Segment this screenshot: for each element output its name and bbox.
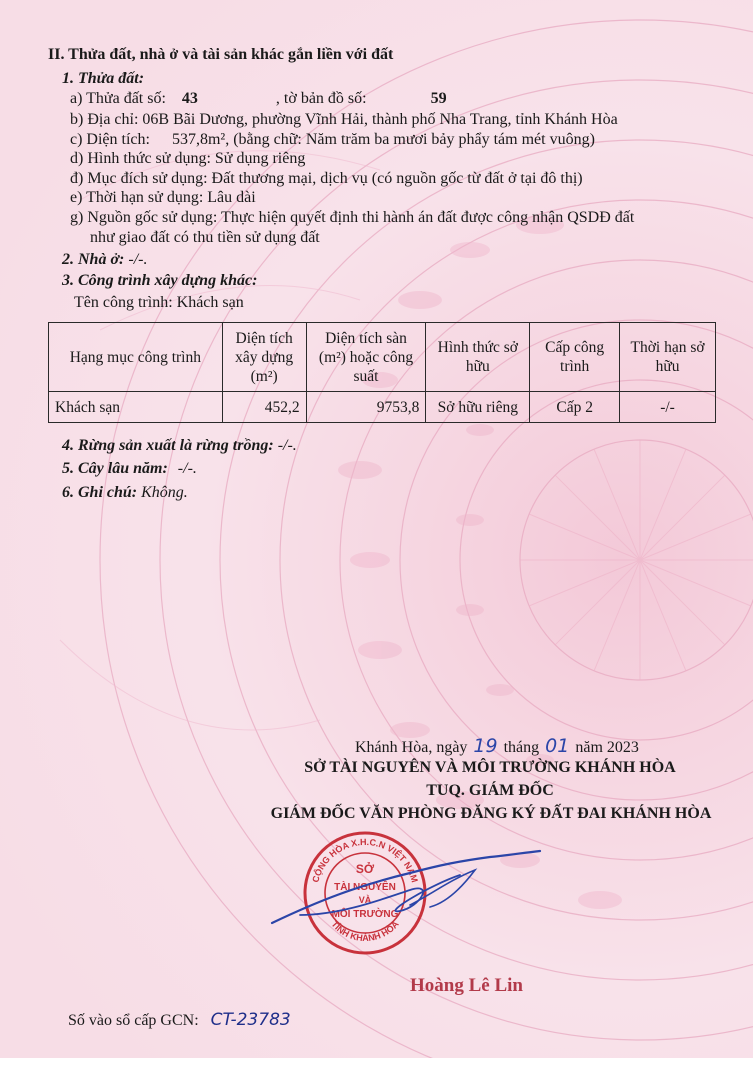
note-value: Không. <box>141 484 188 501</box>
usage-origin-line-2: như giao đất có thu tiền sử dụng đất <box>90 229 320 246</box>
other-works-heading: 3. Công trình xây dựng khác: <box>62 272 258 289</box>
perennial-value: -/-. <box>177 460 197 477</box>
place-date-line <box>355 735 639 757</box>
area-label: c) Diện tích: <box>70 131 150 148</box>
house-row <box>62 251 147 269</box>
area-row <box>70 131 595 149</box>
parcel-number-value: 43 <box>181 90 198 107</box>
stamp-mid-text: TÀI NGUYÊN <box>334 882 396 893</box>
parcel-number-label: a) Thửa đất số: <box>70 90 166 107</box>
construction-table <box>48 322 716 423</box>
note-row <box>62 484 188 502</box>
work-name-line: Tên công trình: Khách sạn <box>74 294 244 311</box>
header-cell: Cấp công trình <box>530 323 620 392</box>
table-cell: Sở hữu riêng <box>426 392 530 423</box>
section-title: II. Thửa đất, nhà ở và tài sản khác gắn liền với đất <box>48 46 394 63</box>
header-cell: Hạng mục công trình <box>49 323 223 392</box>
address-line: b) Địa chỉ: 06B Bãi Dương, phường Vĩnh Hải, thành phố Nha Trang, tỉnh Khánh Hòa <box>70 111 618 128</box>
forest-value: -/-. <box>277 437 297 454</box>
usage-purpose-line: đ) Mục đích sử dụng: Đất thương mại, dịch vụ (có nguồn gốc từ đất ở tại đô thị) <box>70 170 583 187</box>
header-cell: Thời hạn sở hữu <box>620 323 716 392</box>
usage-origin-line: g) Nguồn gốc sử dụng: Thực hiện quyết định thi hành án đất được công nhận QSDĐ đất <box>70 209 635 226</box>
table-cell: -/- <box>620 392 716 423</box>
table-cell: 9753,8 <box>306 392 426 423</box>
house-heading: 2. Nhà ở: <box>62 251 125 268</box>
stamp-ring-top: CỘNG HÒA X.H.C.N VIỆT NAM <box>310 836 420 884</box>
table-row <box>49 392 716 423</box>
parcel-number-row <box>70 90 447 108</box>
stamp-va-text: VÀ <box>358 895 372 905</box>
place-date-prefix: Khánh Hòa, ngày <box>355 739 468 756</box>
registry-number-row <box>68 1010 291 1030</box>
signature-scribble <box>260 845 560 935</box>
perennial-heading: 5. Cây lâu năm: <box>62 460 168 477</box>
forest-row <box>62 437 297 455</box>
handwritten-day: 19 <box>473 735 498 757</box>
header-cell: Diện tích xây dựng (m²) <box>222 323 306 392</box>
map-sheet-value: 59 <box>430 90 447 107</box>
stamp-ring-bottom: TỈNH KHÁNH HÒA <box>329 918 401 944</box>
year-label: năm 2023 <box>575 739 639 756</box>
bottom-edge <box>0 1058 753 1080</box>
table-cell: Cấp 2 <box>530 392 620 423</box>
tuq-line: TUQ. GIÁM ĐỐC <box>426 782 554 799</box>
registry-number: CT-23783 <box>210 1010 291 1030</box>
usage-term-line: e) Thời hạn sử dụng: Lâu dài <box>70 189 256 206</box>
area-value: 537,8m², (bằng chữ: Năm trăm ba mươi bảy phẩy tám mét vuông) <box>171 131 595 148</box>
signer-name: Hoàng Lê Lin <box>410 975 523 996</box>
director-position: GIÁM ĐỐC VĂN PHÒNG ĐĂNG KÝ ĐẤT ĐAI KHÁNH HÒA <box>270 805 712 822</box>
registry-label: Số vào sổ cấp GCN: <box>68 1012 199 1029</box>
house-value: -/-. <box>128 251 148 268</box>
perennial-row <box>62 460 197 478</box>
header-cell: Hình thức sở hữu <box>426 323 530 392</box>
section1-heading: 1. Thửa đất: <box>62 70 145 87</box>
header-cell: Diện tích sàn (m²) hoặc công suất <box>306 323 426 392</box>
map-sheet-label: , tờ bản đồ số: <box>275 90 367 107</box>
month-label: tháng <box>503 739 540 756</box>
handwritten-month: 01 <box>545 735 570 757</box>
table-header-row <box>49 323 716 392</box>
table-cell: 452,2 <box>222 392 306 423</box>
stamp-bottom-text: MÔI TRƯỜNG <box>331 909 399 920</box>
forest-heading: 4. Rừng sản xuất là rừng trồng: <box>62 437 274 454</box>
note-heading: 6. Ghi chú: <box>62 484 138 501</box>
usage-form-line: d) Hình thức sử dụng: Sử dụng riêng <box>70 150 306 167</box>
table-cell: Khách sạn <box>49 392 223 423</box>
stamp-top-text: SỞ <box>355 862 375 876</box>
agency-name: SỞ TÀI NGUYÊN VÀ MÔI TRƯỜNG KHÁNH HÒA <box>304 759 676 776</box>
